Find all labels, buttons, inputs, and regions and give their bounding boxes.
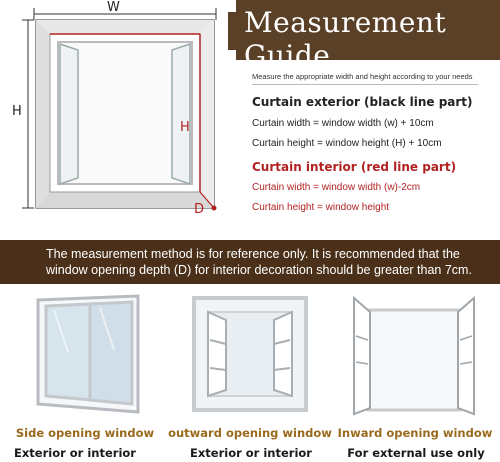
- window-usage-caption-1: Exterior or interior: [14, 446, 136, 460]
- notice-line-2: window opening depth (D) for interior decoration should be greater than 7cm.: [46, 263, 472, 277]
- width-label: W: [107, 0, 120, 15]
- window-type-caption-2: outward opening window: [168, 426, 332, 440]
- window-measurement-diagram: [0, 0, 236, 236]
- interior-height-rule: Curtain height = window height: [252, 202, 390, 213]
- exterior-width-rule: Curtain width = window width (w) + 10cm: [252, 118, 434, 129]
- divider: [252, 84, 478, 85]
- notice-line-1: The measurement method is for reference only. It is recommended that the: [46, 247, 460, 261]
- exterior-title: Curtain exterior (black line part): [252, 95, 473, 109]
- window-usage-caption-3: For external use only: [347, 446, 485, 460]
- page-title: Measurement Guide: [244, 6, 447, 72]
- intro-text: Measure the appropriate width and height according to your needs: [252, 72, 473, 81]
- interior-title: Curtain interior (red line part): [252, 160, 457, 174]
- exterior-height-rule: Curtain height = window height (H) + 10cm: [252, 138, 442, 149]
- window-diagram-illustration: [0, 0, 236, 236]
- inner-height-label: H: [180, 120, 190, 135]
- outward-opening-window-image: [176, 292, 326, 417]
- notice-banner: [0, 240, 500, 284]
- window-usage-caption-2: Exterior or interior: [190, 446, 312, 460]
- window-type-caption-3: Inward opening window: [337, 426, 493, 440]
- outer-height-label: H: [12, 104, 22, 119]
- window-type-caption-1: Side opening window: [15, 426, 155, 440]
- interior-width-rule: Curtain width = window width (w)-2cm: [252, 182, 421, 193]
- inward-opening-window-image: [340, 292, 490, 417]
- side-opening-window-image: [18, 292, 168, 417]
- depth-label: D: [194, 202, 205, 217]
